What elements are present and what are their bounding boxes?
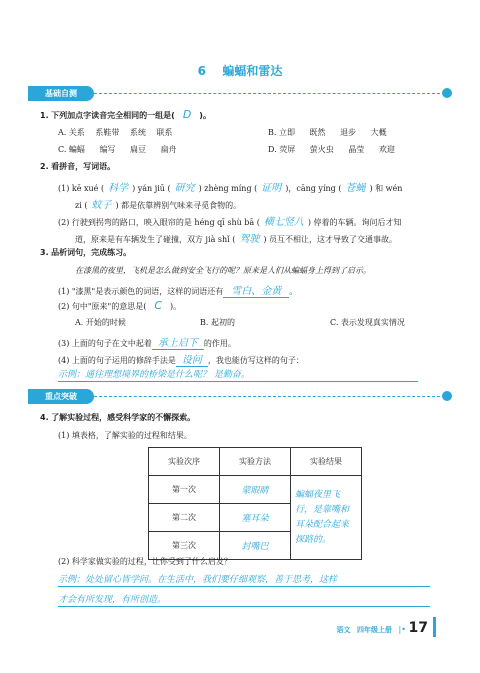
q4-stem: 4. 了解实验过程，感受科学家的不懈探索。 — [40, 413, 196, 422]
q4-sub2-answer-line2: 才会有所发现，有所创造。 — [58, 592, 430, 607]
footer-grade: 四年级上册 — [357, 626, 392, 634]
q2-answer-4: 苍蝇 — [345, 183, 366, 194]
q3-answer-2: C — [154, 299, 163, 312]
q3-stem: 3. 品析词句，完成练习。 — [40, 248, 132, 257]
q2-answer-1: 科学 — [108, 183, 129, 194]
page-number: 17 — [408, 620, 428, 636]
q2-line3: (2) 行驶到拐弯的路口，映入眼帘的是 héng qī shù bā ( 横七竖八 ) 停着的车辆。询问后才知 — [58, 217, 402, 228]
table-cell-method: 蒙眼睛 — [220, 476, 291, 504]
q3-answer-4: 设问 — [176, 351, 208, 367]
q1-answer: D — [182, 108, 192, 121]
q3-sub2-option-a: A. 开始的时候 — [75, 318, 126, 327]
q3-sub2: (2) 句中"原来"的意思是( C )。 — [58, 299, 182, 312]
q3-sub1: (1) "漆黑"是表示颜色的词语，这样的词语还有 雪白、金黄 。 — [58, 282, 297, 298]
q2-answer-3: 证明 — [261, 183, 282, 194]
section-basic-bar — [28, 86, 452, 101]
q2-line1: (1) kē xué ( 科学 ) yán jiū ( 研究 ) zhèng míng ( 证明 )，cāng yíng ( 苍蝇 ) 和 wén — [58, 183, 403, 194]
q2-line2: zi ( 蚊子 ) 都是依靠辨别气味来寻觅食物的。 — [75, 200, 242, 211]
q3-answer-1: 雪白、金黄 — [223, 282, 289, 298]
q1-option-c: C. 蝙蝠 编写 扁豆 扁舟 — [58, 145, 177, 154]
table-cell-order: 第一次 — [149, 476, 220, 504]
q3-sub3: (3) 上面的句子在文中起着 承上启下 的作用。 — [58, 334, 236, 350]
footer-accent-bar — [433, 617, 436, 637]
footer-subject: 语文 — [336, 626, 351, 634]
section-key-label: 重点突破 — [28, 389, 94, 404]
q1-option-a: A. 关系 系鞋带 系统 联系 — [58, 128, 173, 137]
q1-option-d: D. 荧屏 萤火虫 晶莹 欢迎 — [268, 145, 395, 154]
table-header: 实验结果 — [291, 448, 362, 476]
q2-answer-2: 研究 — [174, 183, 195, 194]
lesson-title — [0, 62, 480, 79]
table-cell-method: 塞耳朵 — [220, 504, 291, 532]
q3-sub4-answer: 示例：通往理想境界的桥梁是什么呢？ 是勤奋。 — [58, 367, 418, 382]
footer-divider-icon: |• — [398, 625, 406, 634]
q3-sub2-option-b: B. 起初的 — [200, 318, 235, 327]
table-header: 实验方法 — [220, 448, 291, 476]
table-cell-order: 第三次 — [149, 532, 220, 560]
section-key-bar — [28, 389, 452, 404]
q2-stem: 2. 看拼音，写词语。 — [40, 162, 116, 171]
section-divider — [94, 93, 440, 94]
section-basic-label: 基础自测 — [28, 86, 94, 101]
table-cell-method: 封嘴巴 — [220, 532, 291, 560]
table-cell-order: 第二次 — [149, 504, 220, 532]
q3-answer-3: 承上启下 — [152, 334, 204, 350]
q2-answer-6: 横七竖八 — [263, 217, 304, 228]
q4-sub2-answer-line1: 示例：处处留心皆学问。在生活中，我们要仔细观察，善于思考，这样 — [58, 572, 430, 587]
q3-sub2-option-c: C. 表示发现真实情况 — [330, 318, 405, 327]
q1-stem: 1. 下列加点字读音完全相同的一组是( D )。 — [40, 108, 211, 121]
q2-answer-5: 蚊子 — [91, 200, 112, 211]
lesson-name: 蝙蝠和雷达 — [222, 64, 283, 78]
page-footer — [336, 620, 428, 636]
q1-option-b: B. 立即 既然 退步 大概 — [268, 128, 387, 137]
q3-passage: 在漆黑的夜里，飞机是怎么做到安全飞行的呢？原来是人们从蝙蝠身上得到了启示。 — [75, 266, 371, 275]
q4-sub1: (1) 填表格，了解实验的过程和结果。 — [58, 431, 192, 440]
table-header: 实验次序 — [149, 448, 220, 476]
section-dot-icon — [442, 88, 452, 98]
section-dot-icon — [442, 391, 452, 401]
q4-sub2: (2) 科学家做实验的过程，让你受到了什么启发？ — [58, 557, 232, 566]
table-row — [149, 476, 362, 504]
q2-answer-7: 驾驶 — [239, 234, 260, 245]
experiment-table — [148, 447, 362, 560]
table-header-row — [149, 448, 362, 476]
q2-line4: 道，原来是有车辆发生了碰撞，双方 jià shǐ ( 驾驶 ) 员互不相让，这才导致了交通事故。 — [75, 234, 398, 245]
section-divider — [94, 396, 440, 397]
lesson-number: 6 — [197, 64, 206, 78]
table-cell-result: 蝙蝠夜里飞行，是靠嘴和耳朵配合起来探路的。 — [291, 476, 362, 560]
q3-sub4: (4) 上面的句子运用的修辞手法是 设问 ，我也能仿写这样的句子： — [58, 351, 304, 367]
